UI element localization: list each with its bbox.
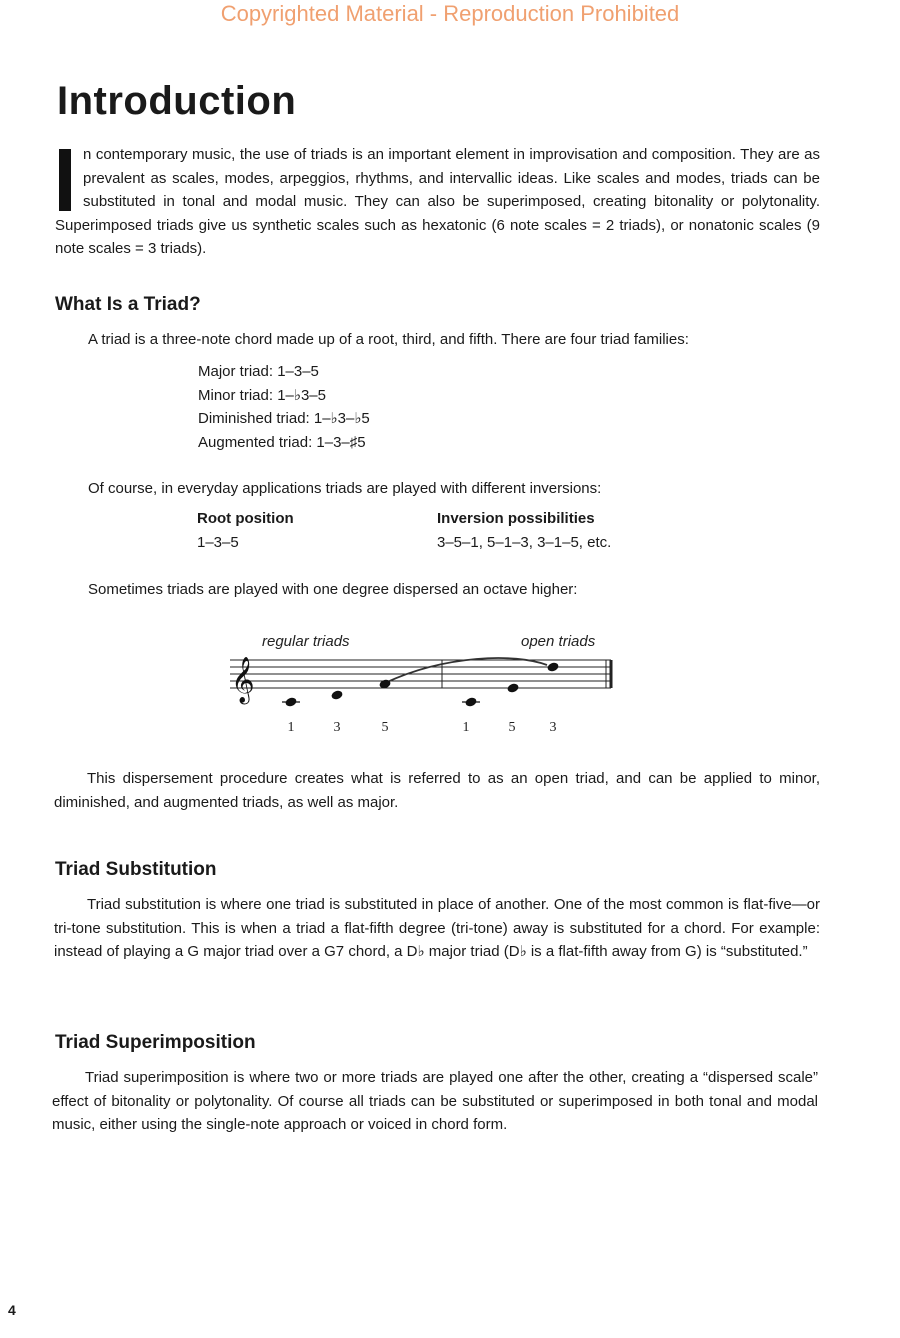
copyright-banner: Copyrighted Material - Reproduction Prohibited: [220, 1, 680, 26]
note-1: [465, 697, 477, 707]
degree-label: 5: [381, 720, 389, 735]
triad-substitution-paragraph: Triad substitution is where one triad is substituted in place of another. One of the most common is flat-five—or tri-tone substitution. This is when a triad a flat-fifth degree (tri-tone) away is substituted for a chord. For example: instead of playing a G major triad over a G7 chord, a D♭ major triad (D♭ is a flat-fifth away from G) is “substituted.”: [54, 896, 820, 960]
music-notation-figure: [225, 625, 625, 745]
inversion-possibilities-header: Inversion possibilities: [437, 510, 595, 527]
note-1: [285, 697, 297, 707]
section-heading-triad-superimposition: Triad Superimposition: [55, 1032, 256, 1053]
inversion-possibilities-column: [437, 507, 611, 555]
triad-families-list: [198, 360, 370, 454]
list-item: Diminished triad: 1–♭3–♭5: [198, 410, 370, 427]
degree-labels: [288, 720, 557, 735]
root-position-header: Root position: [197, 510, 294, 527]
inversion-possibilities-value: 3–5–1, 5–1–3, 3–1–5, etc.: [437, 534, 612, 551]
intro-text: n contemporary music, the use of triads is an important element in improvisation and composition. They are as prevalent as scales, modes, arpeggios, rhythms, and intervallic ideas. Like scales and modes, triads can be substituted in tonal and modal music. They can also be superimposed, creating bitonality or polytonality. Superimposed triads give us synthetic scales such as hexatonic (6 note scales = 2 triads), or nonatonic scales (9 note scales = 3 triads).: [55, 146, 820, 257]
open-triads-label: open triads: [521, 633, 596, 650]
section-heading-what-is-a-triad: What Is a Triad?: [55, 294, 201, 315]
degree-label: 3: [549, 720, 557, 735]
list-item: Augmented triad: 1–3–♯5: [198, 433, 366, 451]
open-triad-paragraph: This dispersement procedure creates what is referred to as an open triad, and can be applied to minor, diminished, and augmented triads, as well as major.: [54, 770, 820, 811]
drop-cap-i: [59, 149, 71, 211]
page-title: Introduction: [57, 79, 297, 123]
degree-label: 1: [287, 720, 295, 735]
degree-label: 1: [462, 720, 470, 735]
note-5: [507, 683, 519, 693]
degree-label: 3: [333, 720, 341, 735]
root-position-column: [197, 507, 294, 555]
section-heading-triad-substitution: Triad Substitution: [55, 859, 217, 880]
degree-label: 5: [508, 720, 516, 735]
triad-definition-paragraph: A triad is a three-note chord made up of a root, third, and fifth. There are four triad families:: [88, 331, 689, 348]
octave-paragraph: Sometimes triads are played with one degree dispersed an octave higher:: [88, 581, 578, 598]
list-item: Major triad: 1–3–5: [198, 363, 319, 380]
root-position-value: 1–3–5: [197, 534, 239, 551]
note-3: [331, 690, 343, 700]
list-item: Minor triad: 1–♭3–5: [198, 386, 326, 404]
regular-triads-label: regular triads: [262, 633, 350, 650]
triad-superimposition-paragraph: Triad superimposition is where two or more triads are played one after the other, creating a “dispersed scale” effect of bitonality or polytonality. Of course all triads can be substituted or superimposed in both tonal and modal music, either using the single-note approach or voiced in chord form.: [52, 1069, 818, 1133]
page-number: 4: [8, 1302, 16, 1318]
note-3-octave: [547, 662, 559, 672]
slur-line: [385, 658, 547, 683]
treble-clef-icon: 𝄞: [231, 657, 255, 703]
intro-paragraph: [55, 143, 820, 261]
inversions-paragraph: Of course, in everyday applications triads are played with different inversions:: [88, 480, 602, 497]
